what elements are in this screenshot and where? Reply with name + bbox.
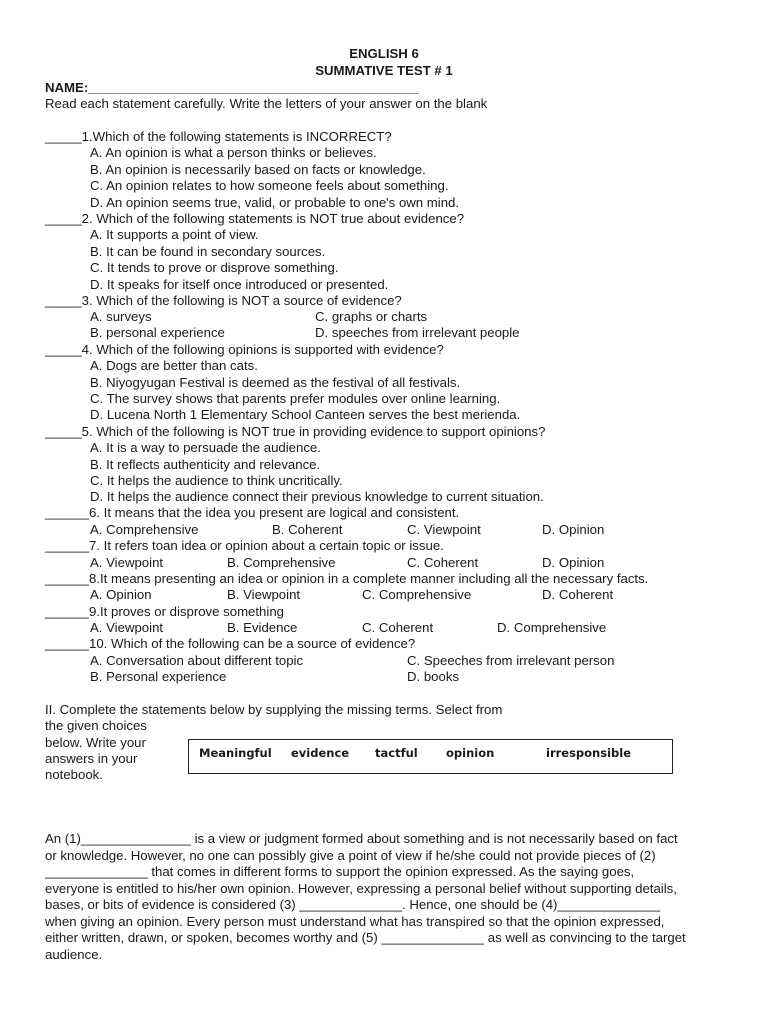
question-option: A. Viewpoint (90, 555, 164, 570)
question-option: A. surveys (90, 309, 152, 324)
name-line: NAME:_____________________________________________ (45, 80, 419, 95)
question-option: C. Viewpoint (407, 522, 481, 537)
question-option: C. It tends to prove or disprove something. (90, 260, 339, 275)
question-option: C. Coherent (407, 555, 479, 570)
question-option: B. Niyogyugan Festival is deemed as the festival of all festivals. (90, 375, 461, 390)
paragraph-line: everyone is entitled to his/her own opinion. However, expressing a personal belief without supporting details, (45, 880, 677, 896)
question-option: C. graphs or charts (315, 309, 428, 324)
question-option: D. Opinion (542, 555, 605, 570)
question-stem: ______6. It means that the idea you present are logical and consistent. (45, 505, 460, 520)
question-option: B. Comprehensive (227, 555, 336, 570)
question-stem: _____2. Which of the following statements is NOT true about evidence? (45, 211, 465, 226)
question-option: C. An opinion relates to how someone feels about something. (90, 178, 449, 193)
word-choice: Meaningful (199, 746, 272, 760)
part2-instructions: answers in your (45, 751, 138, 766)
question-stem: ______7. It refers toan idea or opinion about a certain topic or issue. (45, 538, 444, 553)
question-option: D. Lucena North 1 Elementary School Canteen serves the best merienda. (90, 407, 521, 422)
paragraph-line: when giving an opinion. Every person must understand what has transpired so that the opinion expressed, (45, 913, 665, 929)
question-option: C. The survey shows that parents prefer modules over online learning. (90, 391, 501, 406)
fill-in-paragraph (45, 831, 735, 963)
word-choice: opinion (446, 746, 495, 760)
question-option: C. Speeches from irrelevant person (407, 653, 615, 668)
question-stem: ______9.It proves or disprove something (45, 604, 284, 619)
question-option: A. Opinion (90, 587, 152, 602)
part2-instructions: below. Write your (45, 735, 146, 750)
question-option: A. Conversation about different topic (90, 653, 304, 668)
part2-instructions: the given choices (45, 718, 147, 733)
question-option: B. Coherent (272, 522, 343, 537)
question-option: C. It helps the audience to think uncritically. (90, 473, 343, 488)
question-stem: ______10. Which of the following can be a source of evidence? (45, 636, 416, 651)
question-stem: _____4. Which of the following opinions is supported with evidence? (45, 342, 444, 357)
question-option: A. Comprehensive (90, 522, 199, 537)
question-option: B. An opinion is necessarily based on facts or knowledge. (90, 162, 426, 177)
question-option: B. It can be found in secondary sources. (90, 244, 326, 259)
question-option: A. Viewpoint (90, 620, 164, 635)
question-option: B. Personal experience (90, 669, 227, 684)
question-stem: _____3. Which of the following is NOT a source of evidence? (45, 293, 402, 308)
question-option: B. Evidence (227, 620, 298, 635)
question-option: D. speeches from irrelevant people (315, 325, 520, 340)
test-title: SUMMATIVE TEST # 1 (315, 63, 453, 78)
question-option: A. Dogs are better than cats. (90, 358, 258, 373)
question-option: D. Comprehensive (497, 620, 607, 635)
paragraph-line: or knowledge. However, no one can possibly give a point of view if he/she could not provide pieces of (2) (45, 847, 656, 863)
question-option: B. Viewpoint (227, 587, 301, 602)
question-option: A. It is a way to persuade the audience. (90, 440, 321, 455)
paragraph-line: ______________ that comes in different forms to support the opinion expressed. As the saying goes, (45, 864, 635, 879)
question-option: C. Comprehensive (362, 587, 472, 602)
question-option: B. personal experience (90, 325, 225, 340)
paragraph-line: An (1)_______________ is a view or judgment formed about something and is not necessarily based on fact (45, 831, 678, 846)
instructions: Read each statement carefully. Write the letters of your answer on the blank (45, 96, 488, 111)
question-option: D. Coherent (542, 587, 614, 602)
question-option: C. Coherent (362, 620, 434, 635)
part2-instructions: II. Complete the statements below by supplying the missing terms. Select from (45, 702, 503, 717)
word-choice: irresponsible (546, 746, 632, 760)
question-option: D. It speaks for itself once introduced or presented. (90, 277, 389, 292)
part2-instructions: notebook. (45, 767, 103, 782)
question-option: B. It reflects authenticity and relevance. (90, 457, 321, 472)
question-stem: ______8.It means presenting an idea or opinion in a complete manner including all the necessary facts. (45, 571, 649, 586)
subject-title: ENGLISH 6 (349, 46, 419, 61)
paragraph-line: either written, drawn, or spoken, becomes worthy and (5) ______________ as well as convincing to the target (45, 930, 686, 945)
paragraph-line: audience. (45, 946, 103, 962)
paragraph-line: bases, or bits of evidence is considered (3) ______________. Hence, one should be (4)______________ (45, 897, 661, 912)
word-choice: evidence (291, 746, 350, 760)
question-option: A. An opinion is what a person thinks or believes. (90, 145, 377, 160)
word-choices-box (188, 739, 673, 774)
question-option: D. books (407, 669, 460, 684)
question-option: A. It supports a point of view. (90, 227, 259, 242)
question-option: D. It helps the audience connect their previous knowledge to current situation. (90, 489, 544, 504)
question-stem: _____1.Which of the following statements is INCORRECT? (45, 129, 392, 144)
question-option: D. An opinion seems true, valid, or probable to one's own mind. (90, 195, 460, 210)
question-stem: _____5. Which of the following is NOT true in providing evidence to support opinions? (45, 424, 546, 439)
question-option: D. Opinion (542, 522, 605, 537)
word-choice: tactful (375, 746, 418, 760)
